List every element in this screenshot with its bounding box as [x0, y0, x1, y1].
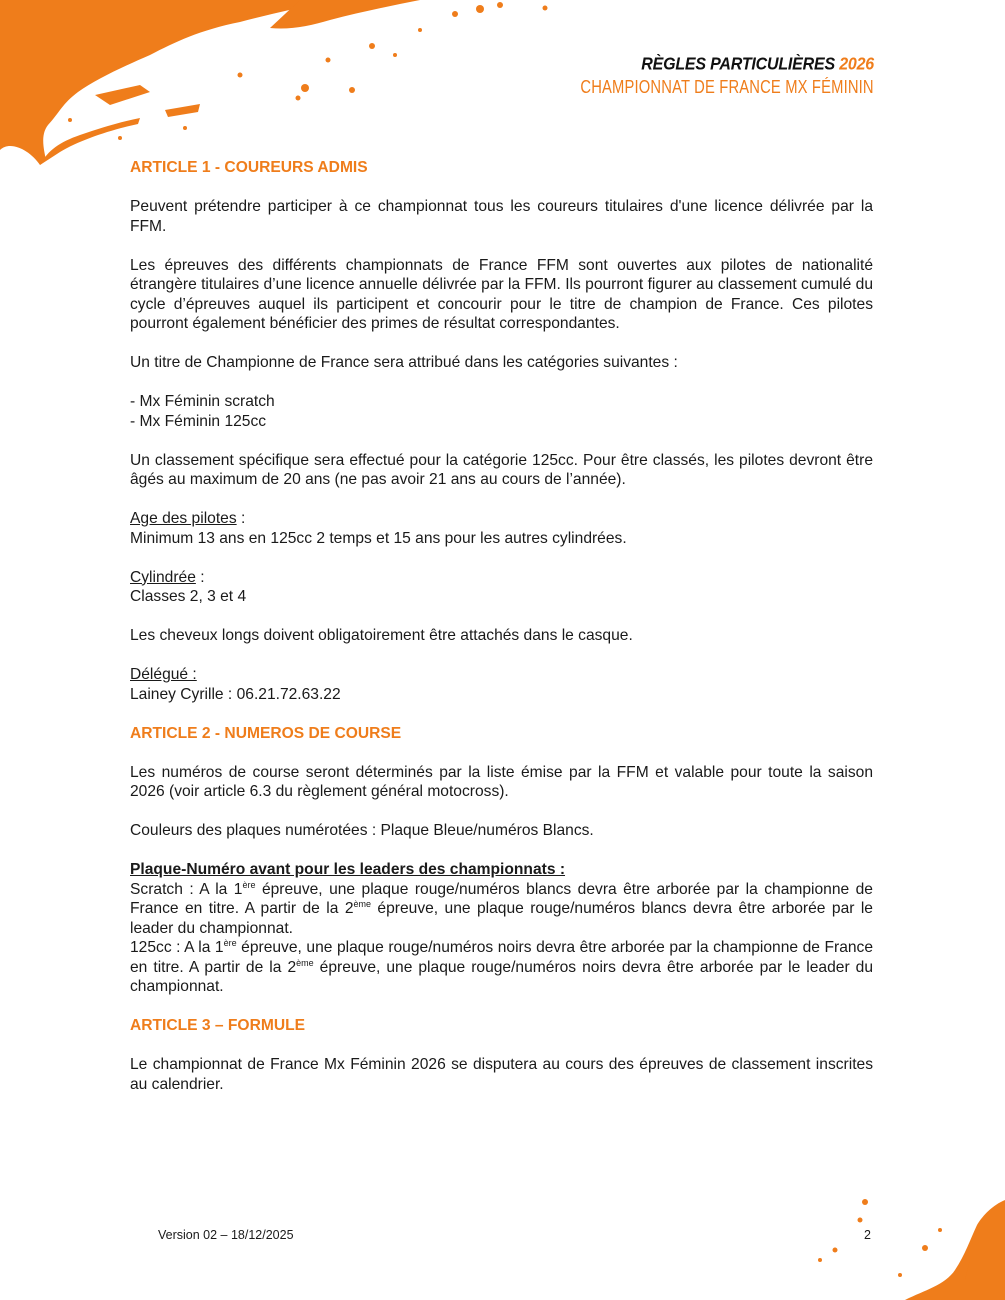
article2-heading: ARTICLE 2 - NUMEROS DE COURSE	[130, 724, 402, 742]
plaque-section	[130, 860, 873, 880]
scratch-rule-superscript-1: ère	[242, 879, 256, 890]
orange-brush-decoration-top	[0, 0, 570, 170]
article2-paragraph-1: Les numéros de course seront déterminés par la liste émise par la FFM et valable pour toute la saison 2026 (voir article 6.3 du règlement général motocross).	[130, 763, 873, 800]
age-separator: :	[236, 510, 246, 527]
category-item-125cc: - Mx Féminin 125cc	[130, 412, 267, 430]
class125-rule-superscript-2: ème	[296, 957, 314, 968]
age-section	[130, 509, 873, 529]
delegate-text: Lainey Cyrille : 06.21.72.63.22	[130, 685, 341, 703]
category-item-scratch: - Mx Féminin scratch	[130, 393, 275, 410]
class125-rule-part-2: épreuve, une plaque rouge/numéros noirs devra être arborée par la championne de France en titre. A partir de la 2	[130, 939, 874, 976]
scratch-rule-part-3: épreuve, une plaque rouge/numéros blancs devra être arborée par le leader du championnat.	[130, 900, 873, 937]
header-title-year: 2026	[839, 54, 874, 74]
hair-rule-text: Les cheveux longs doivent obligatoirement être attachés dans le casque.	[130, 627, 633, 644]
cylinder-label: Cylindrée	[130, 568, 196, 586]
header-title	[516, 54, 874, 76]
article1-heading: ARTICLE 1 - COUREURS ADMIS	[130, 159, 368, 176]
scratch-rule-superscript-2: ème	[353, 899, 372, 909]
class125-rule-superscript-1: ère	[223, 938, 237, 948]
article1-paragraph-1: Peuvent prétendre participer à ce championnat tous les coureurs titulaires d'une licence délivrée par la FFM.	[130, 198, 873, 235]
cylinder-section	[130, 568, 873, 588]
scratch-rule-part-2: épreuve, une plaque rouge/numéros blancs devra être arborée par la championne de France en titre. A partir de la 2	[130, 880, 873, 917]
scratch-rule-part-1: Scratch : A la 1	[130, 880, 243, 898]
age-text: Minimum 13 ans en 125cc 2 temps et 15 ans pour les autres cylindrées.	[130, 529, 627, 547]
class125-rule	[130, 938, 873, 997]
delegate-label	[130, 665, 873, 685]
header-title-main: RÈGLES PARTICULIÈRES	[641, 54, 835, 74]
orange-brush-decoration-bottom	[805, 1190, 1005, 1300]
footer-version: Version 02 – 18/12/2025	[158, 1228, 294, 1242]
document-header	[516, 55, 874, 99]
plaque-heading: Plaque-Numéro avant pour les leaders des championnats :	[130, 861, 566, 878]
article3-paragraph-1: Le championnat de France Mx Féminin 2026 se disputera au cours des épreuves de classement inscrites au calendrier.	[130, 1056, 873, 1093]
article1-paragraph-3: Un titre de Championne de France sera attribué dans les catégories suivantes :	[130, 354, 678, 371]
article1-paragraph-4: Un classement spécifique sera effectué pour la catégorie 125cc. Pour être classés, les pilotes devront être âgés au maximum de 20 ans (ne pas avoir 21 ans au cours de l’année).	[130, 451, 873, 488]
document-body	[130, 158, 873, 1094]
scratch-rule	[130, 880, 873, 939]
class125-rule-part-3: épreuve, une plaque rouge/numéros noirs devra être arborée par le leader du championnat.	[130, 958, 874, 995]
delegate-label-text: Délégué :	[130, 666, 197, 683]
header-subtitle: CHAMPIONNAT DE FRANCE MX FÉMININ	[580, 77, 874, 97]
cylinder-text: Classes 2, 3 et 4	[130, 588, 247, 605]
class125-rule-part-1: 125cc : A la 1	[130, 939, 224, 956]
age-label: Age des pilotes	[130, 510, 237, 527]
article3-heading: ARTICLE 3 – FORMULE	[130, 1017, 306, 1034]
article2-paragraph-2: Couleurs des plaques numérotées : Plaque Bleue/numéros Blancs.	[130, 822, 594, 839]
article1-paragraph-2: Les épreuves des différents championnats de France FFM sont ouvertes aux pilotes de nationalité étrangère titulaires d’une licence annuelle délivrée par la FFM. Ils pourront figurer au classement cumulé du cycle d’épreuves auquel ils participent et concourir pour le titre de champion de France. Ces pilotes pourront également bénéficier des primes de résultat correspondantes.	[130, 256, 873, 332]
cylinder-separator: :	[195, 568, 205, 586]
page-number: 2	[864, 1228, 871, 1242]
